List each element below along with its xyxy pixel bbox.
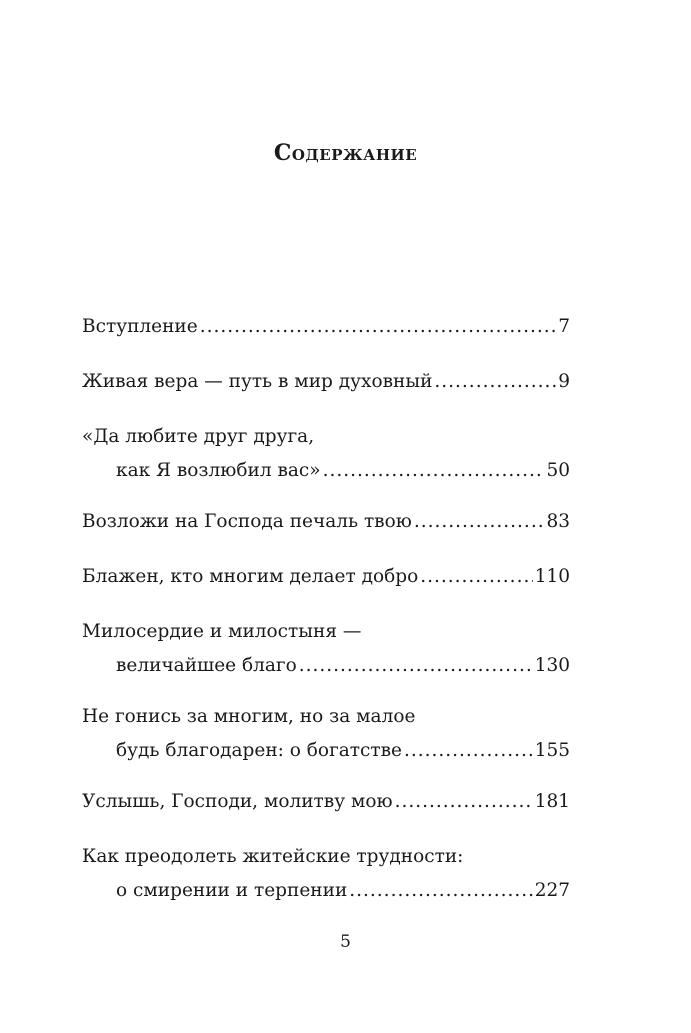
toc-entry-title: Блажен, кто многим делает добро (82, 566, 419, 587)
toc-leader-dots (200, 310, 557, 344)
toc-leader-dots (434, 365, 556, 399)
toc-leader-dots (420, 560, 532, 594)
page-title: Содержание (273, 140, 418, 166)
toc-entry-title: Вступление (82, 316, 198, 337)
toc-page-number: 227 (534, 880, 570, 901)
toc-leader-dots (299, 649, 533, 683)
toc-entry-2[interactable] (82, 365, 570, 399)
toc-entry-title-line-1: Как преодолеть житейские трудности: (82, 846, 464, 867)
toc-entry-title: Живая вера — путь в мир духовный (82, 371, 433, 392)
toc-leader-dots (404, 734, 533, 768)
toc-entry-3[interactable] (82, 420, 570, 488)
toc-entry-title-line-1: Не гонись за многим, но за малое (82, 706, 416, 727)
toc-entry-title-line-1: Милосердие и милостыня — (82, 621, 362, 642)
toc-entry-title-line-1: «Да любите друг друга, (82, 426, 315, 447)
toc-page-number: 7 (558, 316, 570, 337)
toc-entry-5[interactable] (82, 560, 570, 594)
toc-entry-6[interactable] (82, 615, 570, 683)
toc-entry-7[interactable] (82, 700, 570, 768)
toc-page-number: 181 (534, 791, 570, 812)
toc-page-number: 83 (546, 511, 570, 532)
toc-leader-dots (349, 874, 532, 908)
toc-leader-dots (414, 505, 545, 539)
toc-entry-title: Услышь, Господи, молитву мою (82, 791, 393, 812)
toc-page-number: 130 (534, 655, 570, 676)
toc-page-number: 110 (534, 566, 570, 587)
toc-entry-8[interactable] (82, 785, 570, 819)
toc-entry-9[interactable] (82, 840, 570, 908)
toc-entry-4[interactable] (82, 505, 570, 539)
toc-entry-title-line-2: о смирении и терпении (116, 880, 348, 901)
toc-entry-title: Возложи на Господа печаль твою (82, 511, 412, 532)
toc-page-number: 50 (546, 460, 570, 481)
toc-entry-1[interactable] (82, 310, 570, 344)
toc-entry-title-line-2: как Я возлюбил вас» (116, 460, 321, 481)
toc-page-number: 9 (558, 371, 570, 392)
toc-leader-dots (323, 454, 545, 488)
toc-leader-dots (395, 785, 533, 819)
toc-page-number: 155 (534, 740, 570, 761)
toc-entry-title-line-2: будь благодарен: о богатстве (116, 740, 402, 761)
toc-entry-title-line-2: величайшее благо (116, 655, 297, 676)
page-number: 5 (340, 932, 351, 952)
